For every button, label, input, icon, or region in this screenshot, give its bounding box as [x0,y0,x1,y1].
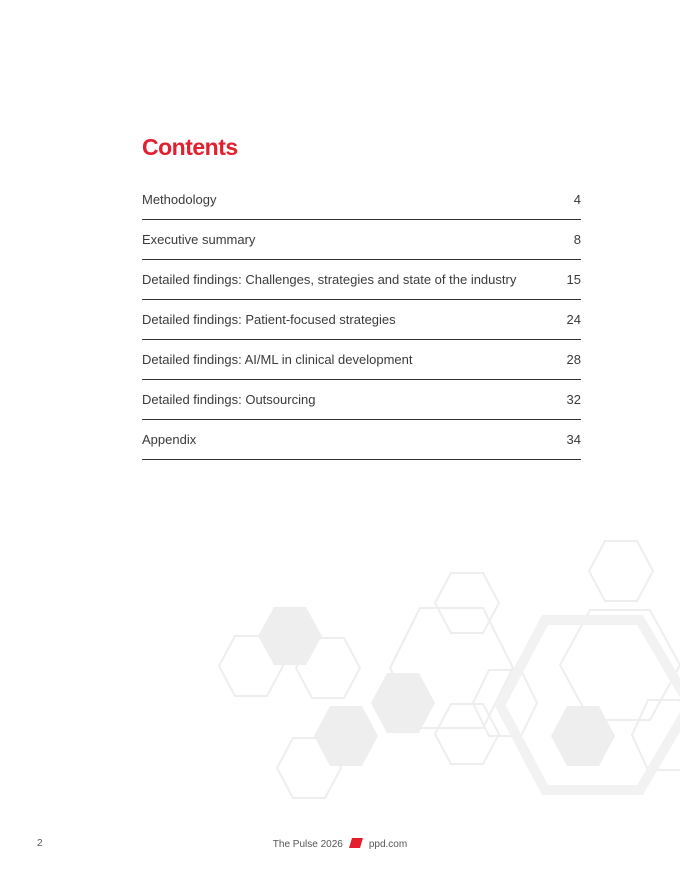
footer-website-link[interactable]: ppd.com [368,839,408,850]
toc-entry-page: 8 [573,232,581,247]
toc-entry-label: Detailed findings: Challenges, strategies and state of the industry [142,272,517,287]
toc-entry-ai-ml[interactable] [142,340,581,380]
toc-entry-page: 4 [573,192,581,207]
toc-entry-page: 34 [566,432,581,447]
toc-entry-label: Executive summary [142,232,256,247]
page-title: Contents [142,134,238,160]
toc-entry-label: Detailed findings: AI/ML in clinical development [142,352,413,367]
toc-entry-executive-summary[interactable] [142,220,581,260]
toc-entry-page: 24 [566,312,581,327]
toc-entry-outsourcing[interactable] [142,380,581,420]
toc-entry-page: 32 [566,392,581,407]
toc-entry-appendix[interactable] [142,420,581,460]
toc-entry-label: Detailed findings: Outsourcing [142,392,316,407]
footer-publication: The Pulse 2026 [272,839,343,850]
toc-entry-page: 28 [566,352,581,367]
toc-entry-methodology[interactable] [142,180,581,220]
toc-entry-challenges[interactable] [142,260,581,300]
toc-entry-label: Detailed findings: Patient-focused strategies [142,312,396,327]
toc-entry-label: Methodology [142,192,217,207]
footer-page-number: 2 [37,838,43,849]
ppd-logo-icon [349,838,363,851]
footer [0,838,680,851]
table-of-contents [142,180,581,460]
toc-entry-patient-focused[interactable] [142,300,581,340]
toc-entry-label: Appendix [142,432,197,447]
toc-entry-page: 15 [566,272,581,287]
